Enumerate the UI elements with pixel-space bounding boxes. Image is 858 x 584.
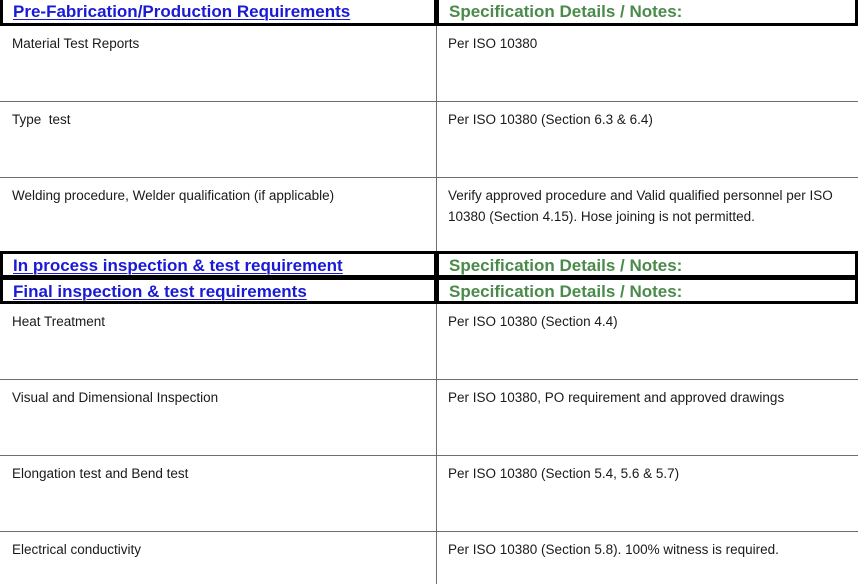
requirement-cell: Heat Treatment — [0, 304, 437, 379]
requirement-cell — [0, 102, 437, 177]
section-title-cell — [0, 0, 437, 26]
requirement-cell: Electrical conductivity — [0, 532, 437, 584]
spec-header-cell — [436, 0, 858, 26]
section-header-pre-fabrication — [0, 0, 858, 26]
spec-cell: Per ISO 10380 (Section 5.8). 100% witness is required. — [448, 542, 779, 557]
spec-cell: Per ISO 10380 (Section 5.4, 5.6 & 5.7) — [448, 466, 680, 481]
table-row — [0, 178, 858, 251]
spec-cell: Per ISO 10380 (Section 6.3 & 6.4) — [448, 112, 653, 127]
spec-cell: Verify approved procedure and Valid qualified personnel per ISO 10380 (Section 4.15). Hose joining is not permitted. — [448, 188, 833, 224]
table-row — [0, 102, 858, 178]
spec-header-label: Specification Details / Notes: — [449, 256, 683, 275]
spec-header-label: Specification Details / Notes: — [449, 282, 683, 301]
section-title-cell — [0, 277, 437, 304]
spec-header-cell — [436, 277, 858, 304]
requirement-text: Type test — [12, 112, 71, 127]
section-header-in-process — [0, 251, 858, 278]
requirement-cell: Welding procedure, Welder qualification (if applicable) — [0, 178, 437, 251]
spec-cell: Per ISO 10380 (Section 4.4) — [448, 314, 618, 329]
table-row — [0, 304, 858, 380]
requirement-cell: Elongation test and Bend test — [0, 456, 437, 531]
spec-cell: Per ISO 10380 — [448, 36, 538, 51]
table-row — [0, 456, 858, 532]
section-title: Pre-Fabrication/Production Requirements — [13, 2, 351, 21]
section-title: Final inspection & test requirements — [13, 282, 307, 301]
requirement-cell: Visual and Dimensional Inspection — [0, 380, 437, 455]
section-title-cell — [0, 251, 437, 278]
section-title: In process inspection & test requirement — [13, 256, 343, 275]
requirement-cell: Material Test Reports — [0, 26, 437, 101]
table-row — [0, 532, 858, 584]
table-row — [0, 380, 858, 456]
section-header-final-inspection — [0, 277, 858, 304]
spec-header-cell — [436, 251, 858, 278]
spec-cell: Per ISO 10380, PO requirement and approved drawings — [448, 390, 785, 405]
spec-header-label: Specification Details / Notes: — [449, 2, 683, 21]
table-row — [0, 26, 858, 102]
